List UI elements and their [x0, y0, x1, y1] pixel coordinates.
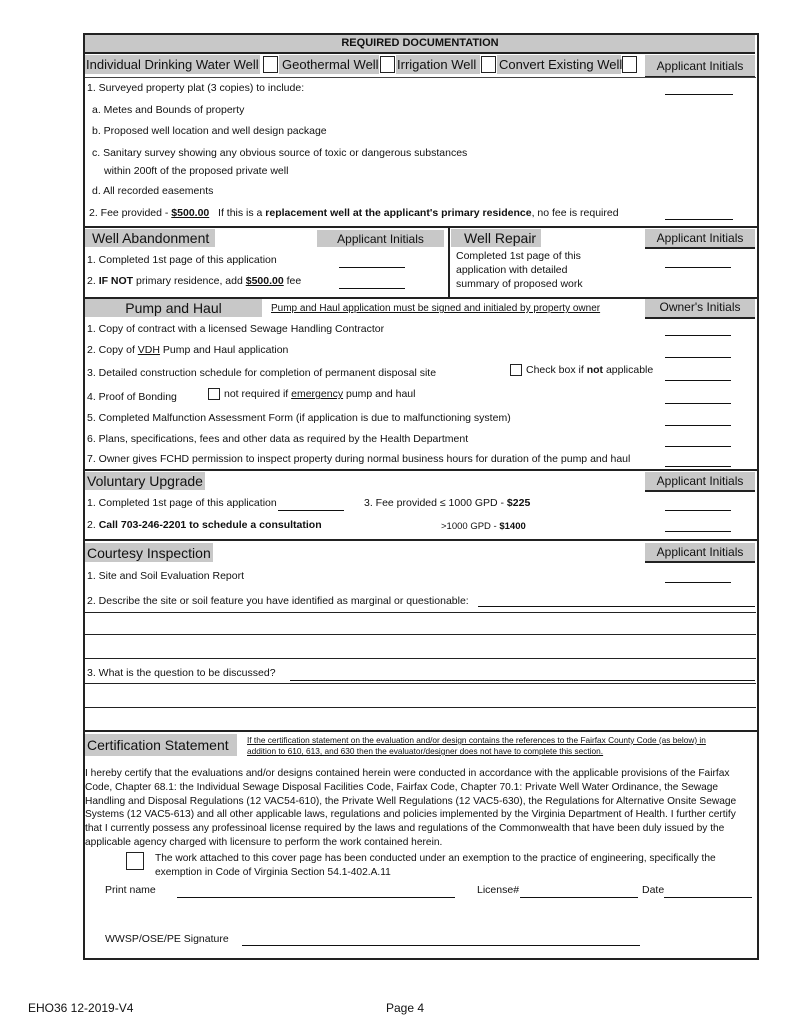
courtesy-item-3: 3. What is the question to be discussed?: [87, 667, 276, 679]
pump-haul-note: Pump and Haul application must be signed and initialed by property owner: [271, 303, 601, 314]
print-name-field[interactable]: [177, 897, 455, 898]
divider: [83, 226, 757, 228]
initials-line[interactable]: [665, 446, 731, 447]
initials-line[interactable]: [665, 335, 731, 336]
license-label: License#: [477, 884, 520, 896]
upgrade-item-1: 1. Completed 1st page of this application: [87, 497, 277, 509]
abandonment-item-2: 2. IF NOT primary residence, add $500.00 fee: [87, 275, 302, 287]
well-item-metes: a. Metes and Bounds of property: [92, 104, 245, 116]
section-title-courtesy: Courtesy Inspection: [87, 545, 211, 561]
initials-header: Applicant Initials: [656, 59, 744, 73]
describe-input-line[interactable]: [85, 612, 756, 613]
pump-item-7: 7. Owner gives FCHD permission to inspect property during normal business hours for duration of the pump and haul: [87, 453, 631, 465]
section-title-pump-haul: Pump and Haul: [125, 300, 222, 316]
well-type-irrigation: Irrigation Well: [397, 57, 477, 72]
describe-input-line[interactable]: [85, 658, 756, 659]
repair-text: application with detailed: [456, 264, 568, 276]
pump-item-1: 1. Copy of contract with a licensed Sewage Handling Contractor: [87, 323, 385, 335]
divider: [83, 730, 757, 732]
initials-line[interactable]: [339, 267, 405, 268]
date-label: Date: [642, 884, 665, 896]
owners-initials-header: Owner's Initials: [659, 300, 741, 314]
initials-line[interactable]: [665, 219, 733, 220]
question-input-line[interactable]: [290, 680, 755, 681]
section-title-certification: Certification Statement: [87, 737, 229, 753]
initials-line[interactable]: [665, 531, 731, 532]
upgrade-initials-header: Applicant Initials: [656, 474, 744, 488]
signature-label: WWSP/OSE/PE Signature: [105, 933, 229, 945]
section-title-abandonment: Well Abandonment: [92, 230, 210, 246]
checkbox-irrigation-well[interactable]: [481, 56, 496, 73]
completed-line[interactable]: [278, 510, 344, 511]
initials-line[interactable]: [665, 267, 731, 268]
initials-line[interactable]: [665, 425, 731, 426]
page-number: Page 4: [386, 1001, 425, 1015]
pump-item-3: 3. Detailed construction schedule for completion of permanent disposal site: [87, 367, 437, 379]
exemption-checkbox[interactable]: [126, 852, 144, 870]
not-applicable-label: Check box if not applicable: [526, 364, 654, 376]
describe-input-line[interactable]: [85, 634, 756, 635]
pump-item-4: 4. Proof of Bonding: [87, 391, 177, 403]
certification-note: If the certification statement on the evaluation and/or design contains the references to the Fairfax County Code (as below) in: [247, 735, 706, 745]
repair-initials-header: Applicant Initials: [656, 231, 744, 245]
upgrade-fee-1: 3. Fee provided ≤ 1000 GPD - $225: [364, 497, 531, 509]
section-title-upgrade: Voluntary Upgrade: [87, 473, 203, 489]
well-type-geothermal: Geothermal Well: [282, 57, 379, 72]
describe-input-line[interactable]: [478, 606, 755, 607]
section-title-repair: Well Repair: [464, 230, 537, 246]
initials-line[interactable]: [665, 357, 731, 358]
question-input-line[interactable]: [85, 707, 756, 708]
initials-line[interactable]: [665, 510, 731, 511]
certification-note: addition to 610, 613, and 630 then the evaluator/designer does not have to complete this section.: [247, 746, 604, 756]
form-id: EHO36 12-2019-V4: [28, 1001, 134, 1015]
exemption-text: The work attached to this cover page has been conducted under an exemption to the practice of engineering, specifically the exemption in Code of Virginia Section 54.1-402.A.11: [155, 853, 716, 878]
well-item-sanitary: c. Sanitary survey showing any obvious source of toxic or dangerous substances: [92, 147, 468, 159]
divider: [85, 77, 756, 78]
divider: [83, 469, 757, 471]
print-name-label: Print name: [105, 884, 156, 896]
abandonment-item-1: 1. Completed 1st page of this application: [87, 254, 277, 266]
initials-line[interactable]: [665, 403, 731, 404]
divider: [448, 226, 450, 298]
courtesy-initials-header: Applicant Initials: [656, 545, 744, 559]
checkbox-convert-well[interactable]: [622, 56, 637, 73]
page-title: REQUIRED DOCUMENTATION: [341, 37, 499, 49]
checkbox-drinking-well[interactable]: [263, 56, 278, 73]
well-item-plat: 1. Surveyed property plat (3 copies) to include:: [87, 82, 305, 94]
repair-text: Completed 1st page of this: [456, 250, 581, 262]
emergency-label: not required if emergency pump and haul: [224, 388, 416, 400]
initials-line[interactable]: [665, 582, 731, 583]
signature-field[interactable]: [242, 945, 640, 946]
initials-line[interactable]: [665, 94, 733, 95]
not-applicable-checkbox[interactable]: [510, 364, 522, 376]
courtesy-item-1: 1. Site and Soil Evaluation Report: [87, 570, 245, 582]
pump-item-2: 2. Copy of VDH Pump and Haul application: [87, 344, 289, 356]
well-type-convert: Convert Existing Well: [499, 57, 623, 72]
license-field[interactable]: [520, 897, 638, 898]
well-item-location: b. Proposed well location and well design package: [92, 125, 327, 137]
pump-item-5: 5. Completed Malfunction Assessment Form (if application is due to malfunctioning system): [87, 412, 511, 424]
well-fee: 2. Fee provided - $500.00 If this is a replacement well at the applicant's primary residence, no fee is required: [89, 207, 619, 219]
checkbox-geothermal-well[interactable]: [380, 56, 395, 73]
upgrade-fee-2: >1000 GPD - $1400: [441, 521, 526, 532]
upgrade-item-2: 2. Call 703-246-2201 to schedule a consultation: [87, 519, 322, 531]
courtesy-item-2: 2. Describe the site or soil feature you have identified as marginal or questionable:: [87, 595, 469, 607]
repair-text: summary of proposed work: [456, 278, 583, 290]
initials-line[interactable]: [339, 288, 405, 289]
well-type-drinking: Individual Drinking Water Well: [86, 57, 259, 72]
divider: [83, 539, 757, 541]
pump-item-6: 6. Plans, specifications, fees and other data as required by the Health Department: [87, 433, 469, 445]
well-item-easements: d. All recorded easements: [92, 185, 214, 197]
well-item-sanitary-cont: within 200ft of the proposed private well: [104, 165, 289, 177]
initials-line[interactable]: [665, 466, 731, 467]
initials-line[interactable]: [665, 380, 731, 381]
date-field[interactable]: [664, 897, 752, 898]
abandonment-initials-header: Applicant Initials: [337, 232, 424, 246]
certification-body: I hereby certify that the evaluations and/or designs contained herein were conducted in accordance with the applicable provisions of the Fairfax Code, Chapter 68.1: the Individual Sewage Disposal Facilities Code, Fairfax Code, Chapter 70.1: Private Well Water Ordinance, the Sewage Handling and Disposal Regulations (12 VAC54-610), the Private Well Regulations (12 VAC5-630), the Regulations for Alternative Onsite Sewage Systems (12 VAC5-613) and all other applicable laws, regulations and policies implemented by the Virginia Department of Health. I further certify that I currently possess any professinoal license required by the laws and regulations of the Commonwealth that have been duly issued by the applicable agency charged with licensure to perform the work contained herein.: [85, 768, 737, 848]
question-input-line[interactable]: [85, 683, 756, 684]
emergency-checkbox[interactable]: [208, 388, 220, 400]
